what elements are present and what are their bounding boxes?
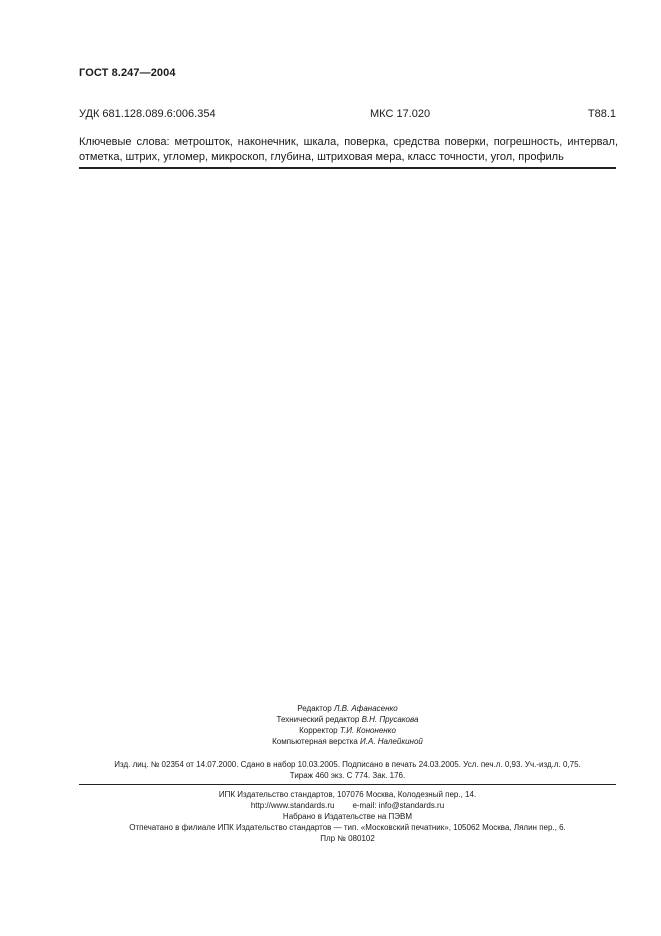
classification-line — [79, 108, 616, 122]
staff-line — [79, 736, 616, 747]
editorial-staff — [79, 703, 616, 747]
okp-code: Т88.1 — [587, 108, 616, 120]
plr-number: Плр № 080102 — [320, 834, 375, 843]
publisher-footer — [79, 789, 616, 844]
staff-name: Л.В. Афанасенко — [333, 704, 398, 713]
keywords-paragraph: Ключевые слова: метрошток, наконечник, шкала, поверка, средства поверки, погрешность, интервал, отметка, штрих, угломер, микроскоп, глубина, штриховая мера, класс точности, угол, профиль — [79, 136, 618, 163]
printed-note: Отпечатано в филиале ИПК Издательство стандартов — тип. «Московский печатник», 105062 Москва, Лялин пер., 6. — [129, 823, 566, 832]
website-link[interactable]: http://www.standards.ru — [250, 801, 335, 810]
udk-code: УДК 681.128.089.6:006.354 — [79, 108, 216, 120]
staff-role: Компьютерная верстка — [272, 737, 358, 746]
staff-name: В.Н. Прусакова — [361, 715, 419, 724]
typeset-note: Набрано в Издательстве на ПЭВМ — [282, 812, 413, 821]
staff-role: Технический редактор — [276, 715, 360, 724]
email-link[interactable]: e-mail: info@standards.ru — [352, 801, 445, 810]
standard-number: ГОСТ 8.247—2004 — [79, 67, 176, 79]
publisher-contacts — [79, 800, 616, 811]
imprint-details: Изд. лиц. № 02354 от 14.07.2000. Сдано в набор 10.03.2005. Подписано в печать 24.03.2005. Усл. печ.л. 0,93. Уч.-изд.л. 0,75. — [114, 760, 581, 769]
publisher-address: ИПК Издательство стандартов, 107076 Москва, Колодезный пер., 14. — [218, 790, 477, 799]
top-divider — [79, 167, 616, 169]
mks-code: МКС 17.020 — [370, 108, 431, 120]
staff-line — [79, 725, 616, 736]
staff-line — [79, 703, 616, 714]
staff-role: Корректор — [299, 726, 338, 735]
bottom-divider — [79, 784, 616, 785]
staff-role: Редактор — [297, 704, 332, 713]
print-run: Тираж 460 экз. С 774. Зак. 176. — [289, 771, 406, 780]
staff-name: Т.И. Кононенко — [339, 726, 396, 735]
staff-name: И.А. Налейкиной — [360, 737, 423, 746]
staff-line — [79, 714, 616, 725]
